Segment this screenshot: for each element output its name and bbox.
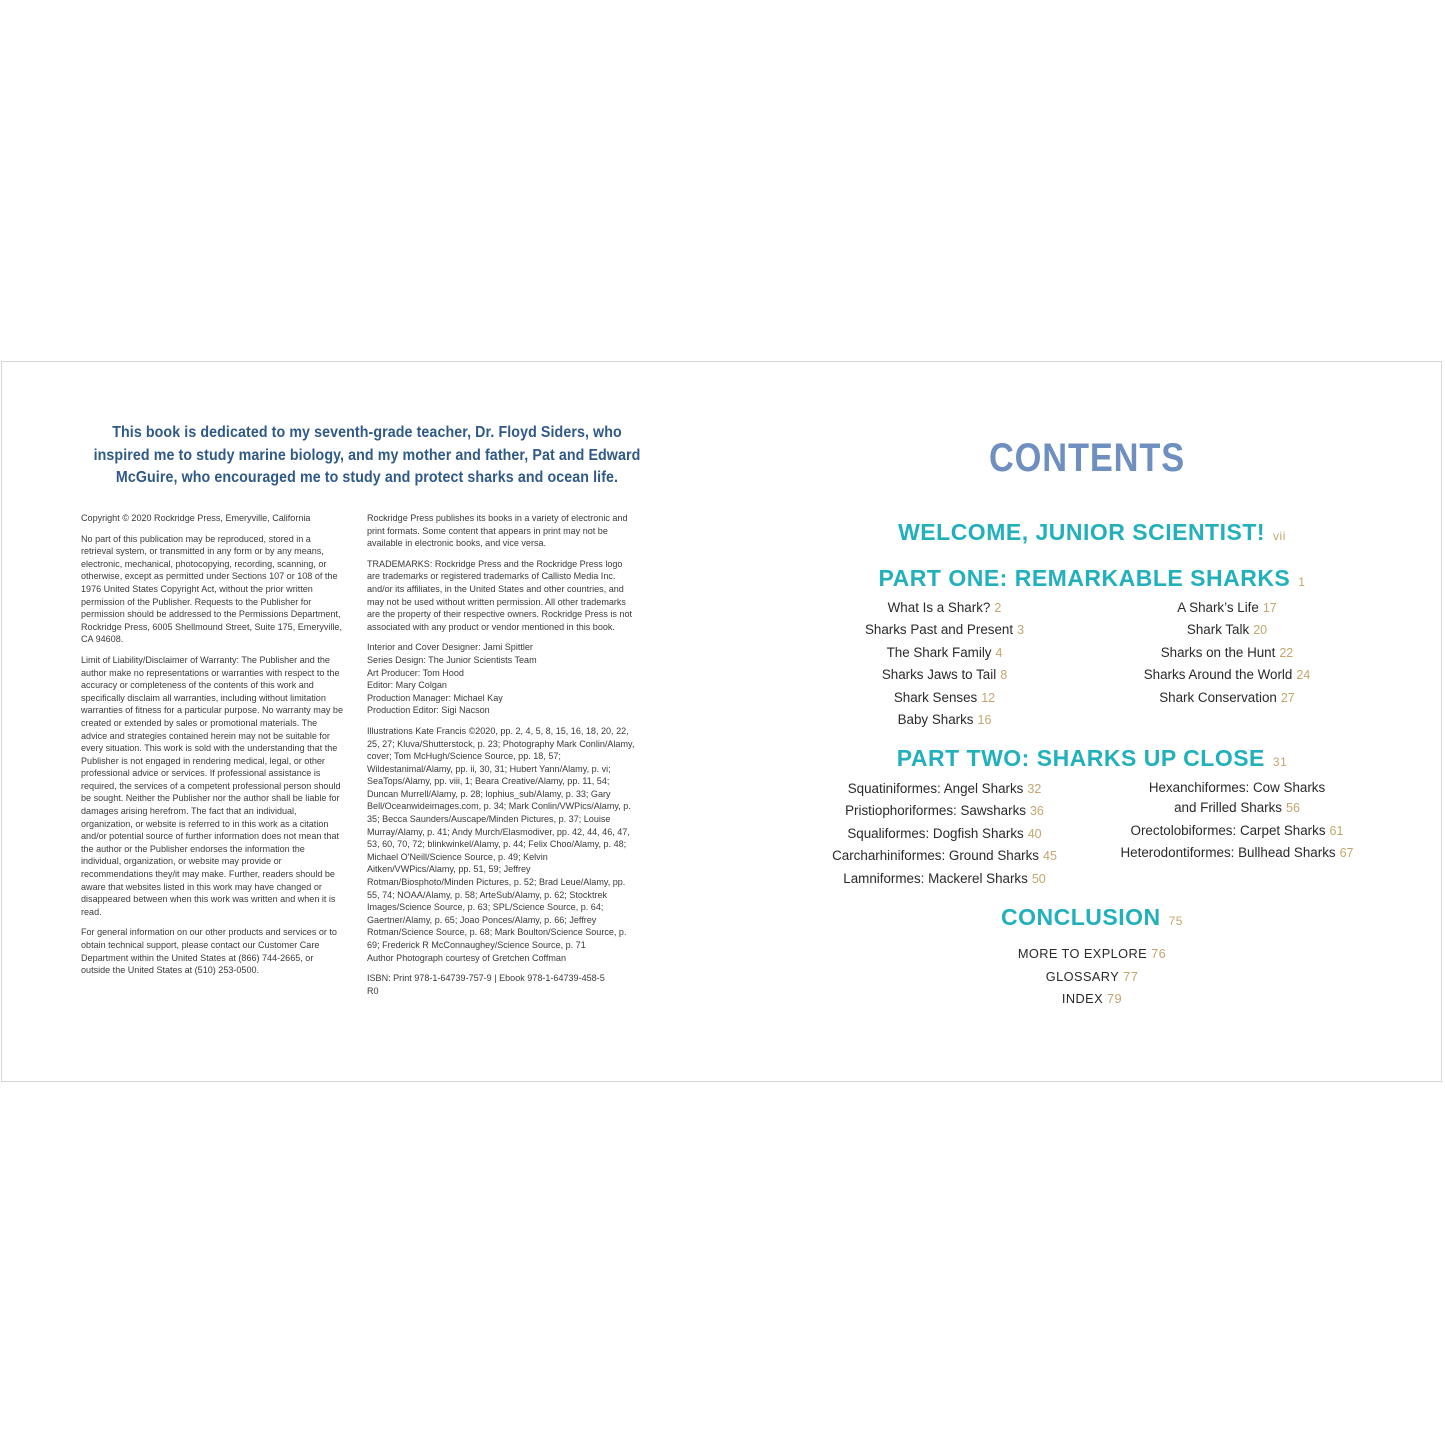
toc-page-number: 45	[1043, 849, 1057, 864]
toc-page-number: 12	[981, 690, 996, 705]
toc-page-number: 36	[1029, 804, 1044, 819]
toc-entry[interactable]	[832, 597, 1057, 619]
toc-entry-label: Squaliformes: Dogfish Sharks	[847, 825, 1024, 841]
customer-care-info: For general information on our other products and services or to obtain technical support, please contact our Customer Care Department within the United States at (866) 744-2665, or outside the United States at (510) 253-0500.	[81, 927, 337, 976]
toc-entry-label: Baby Sharks	[897, 712, 974, 728]
toc-page-number: 3	[1017, 623, 1025, 638]
toc-part-one-left-list	[832, 597, 1057, 731]
toc-page-number: 79	[1107, 991, 1123, 1007]
toc-entry[interactable]	[832, 709, 1057, 731]
toc-entry-label: Carcharhiniformes: Ground Sharks	[832, 848, 1039, 864]
isbn-line: ISBN: Print 978-1-64739-757-9 | Ebook 978-1-64739-458-5 R0	[367, 973, 605, 996]
trademarks-notice: TRADEMARKS: Rockridge Press and the Rockridge Press logo are trademarks or registered trademarks of Callisto Media Inc. and/or its affiliates, in the United States and other countries, and may not be used without written permission. All other trademarks are the property of their respective owners. Rockridge Press is not associated with any product or vendor mentioned in this book.	[367, 558, 632, 632]
toc-entry-label: Lamniformes: Mackerel Sharks	[843, 870, 1028, 886]
copyright-column-left	[81, 512, 343, 985]
toc-entry[interactable]	[1092, 820, 1382, 842]
toc-entry[interactable]	[802, 868, 1087, 890]
credits-staff: Interior and Cover Designer: Jami Spittler Series Design: The Junior Scientists Team Art Producer: Tom Hood Editor: Mary Colgan Production Manager: Michael Kay Production Editor: Sigi Nacson	[367, 642, 537, 716]
credits-illustrations: Illustrations Kate Francis ©2020, pp. 2, 4, 5, 8, 15, 16, 18, 20, 22, 25, 27; Kluva/Shutterstock, p. 23; Photography Mark Conlin/Alamy, cover; Tom McHugh/Science Source, pp. 18, 57; Wildestanimal/Alamy, pp. ii, 30, 31; Hubert Yann/Alamy, p. vi; SeaTops/Alamy, pp. viii, 1; Beara Creative/Alamy, pp. 11, 54; Duncan Murrell/Alamy, p. 28; lophius_sub/Alamy, p. 33; Gary Bell/Oceanwideimages.com, p. 34; Mark Conlin/VWPics/Alamy, p. 35; Becca Saunders/Auscape/Minden Pictures, p. 37; Louise Murray/Alamy, p. 41; Andy Murch/Elasmodiver, pp. 42, 44, 46, 47, 53, 60, 70, 72; blinkwinkel/Alamy, p. 44; Felix Choo/Alamy, p. 48; Michael O'Neill/Science Source, p. 49; Kelvin Aitken/VWPics/Alamy, pp. 51, 59; Jeffrey Rotman/Biosphoto/Minden Pictures, p. 52; Brad Leue/Alamy, pp. 55, 74; NOAA/Alamy, p. 58; ArteSub/Alamy, p. 62; Stocktrek Images/Science Source, p. 63; SPL/Science Source, p. 64; Gaertner/Alamy, p. 65; Joao Ponces/Alamy, p. 66; Jeffrey Rotman/Science Source, p. 68; Mark Boulton/Science Source, p. 69; Frederick R McConnaughey/Science Source, p. 71 Author Photograph courtesy of Gretchen Coffman	[367, 725, 635, 963]
toc-entry-label: Shark Senses	[893, 689, 978, 705]
toc-entry[interactable]	[802, 800, 1087, 822]
toc-page-number: vii	[1273, 529, 1286, 543]
toc-entry[interactable]	[832, 664, 1057, 686]
toc-page-number: 22	[1279, 645, 1294, 660]
toc-entry[interactable]	[1107, 642, 1347, 664]
toc-entry-label: Sharks Past and Present	[864, 622, 1014, 638]
toc-entry-label: Sharks Jaws to Tail	[881, 667, 997, 683]
toc-entry-label: GLOSSARY	[1045, 968, 1120, 984]
toc-entry-label: Squatiniformes: Angel Sharks	[847, 781, 1024, 796]
toc-page-number: 8	[1000, 668, 1008, 683]
toc-part-two-left-list	[802, 778, 1087, 890]
toc-page-number: 27	[1280, 690, 1295, 705]
liability-disclaimer: Limit of Liability/Disclaimer of Warranty: The Publisher and the author make no representations or warranties with respect to the accuracy or completeness of the contents of this work and specifically disclaim all warranties, including without limitation warranties of fitness for a particular purpose. No warranty may be created or extended by sales or promotional materials. The advice and strategies contained herein may not be suitable for every situation. This work is sold with the understanding that the Publisher is not engaged in rendering medical, legal, or other professional advice or services. If professional assistance is required, the services of a competent professional person should be sought. Neither the Publisher nor the author shall be liable for damages arising herefrom. The fact that an individual, organization, or website is referred to in this work as a citation and/or potential source of further information does not mean that the author or the Publisher endorses the information the individual, organization, or website may provide or recommendations they/it may make. Further, readers should be aware that websites listed in this work may have changed or disappeared between when this work was written and when it is read.	[81, 654, 343, 917]
toc-page-number: 24	[1296, 668, 1311, 683]
toc-part-two-right-list	[1092, 778, 1382, 865]
toc-back-matter-list	[982, 943, 1202, 1011]
toc-page-number: 1	[1298, 575, 1306, 589]
toc-entry[interactable]	[832, 642, 1057, 664]
toc-entry[interactable]	[802, 778, 1087, 800]
toc-page-number: 56	[1286, 801, 1300, 815]
toc-page-number: 61	[1329, 824, 1344, 838]
dedication-text: This book is dedicated to my seventh-grade teacher, Dr. Floyd Siders, who inspired me to study marine biology, and my mother and father, Pat and Edward McGuire, who encouraged me to study and protect sharks and ocean life.	[93, 424, 641, 487]
toc-entry-label: What Is a Shark?	[887, 600, 991, 615]
toc-welcome[interactable]	[822, 518, 1362, 550]
copyright-line: Copyright © 2020 Rockridge Press, Emeryville, California	[81, 513, 311, 523]
toc-entry-label: Sharks on the Hunt	[1160, 644, 1276, 660]
book-spread	[1, 361, 1442, 1082]
toc-entry-label-continued: and Frilled Sharks	[1174, 800, 1282, 815]
toc-entry-label: The Shark Family	[886, 644, 992, 660]
toc-page-number: 77	[1123, 968, 1139, 984]
toc-entry-label: Shark Conservation	[1159, 689, 1277, 705]
toc-entry[interactable]	[802, 845, 1087, 867]
toc-page-number: 67	[1339, 846, 1354, 861]
toc-page-number: 76	[1151, 946, 1167, 961]
reproduction-notice: No part of this publication may be reproduced, stored in a retrieval system, or transmitted in any form or by any means, electronic, mechanical, photocopying, recording, scanning, or otherwise, except as permitted under Sections 107 or 108 of the 1976 United States Copyright Act, without the prior written permission of the Publisher. Requests to the Publisher for permission should be addressed to the Permissions Department, Rockridge Press, 6005 Shellmound Street, Suite 175, Emeryville, CA 94608.	[81, 533, 342, 645]
toc-welcome-label: WELCOME, JUNIOR SCIENTIST!	[898, 519, 1266, 545]
toc-page-number: 17	[1262, 601, 1277, 615]
toc-part-two-label: PART TWO: SHARKS UP CLOSE	[896, 745, 1265, 771]
toc-entry[interactable]	[1107, 687, 1347, 709]
toc-part-one[interactable]	[822, 564, 1362, 596]
toc-page-number: 20	[1253, 623, 1268, 638]
toc-page-number: 50	[1031, 871, 1046, 886]
toc-entry-label: Sharks Around the World	[1143, 667, 1293, 683]
toc-entry[interactable]	[1107, 664, 1347, 686]
toc-entry-label: Hexanchiformes: Cow Sharks	[1148, 780, 1326, 795]
toc-entry[interactable]	[1092, 778, 1382, 818]
toc-back-entry[interactable]	[982, 966, 1202, 989]
toc-part-one-label: PART ONE: REMARKABLE SHARKS	[878, 565, 1291, 591]
toc-entry-label: INDEX	[1061, 991, 1104, 1007]
toc-entry-label: Orectolobiformes: Carpet Sharks	[1130, 823, 1326, 838]
toc-page-number: 16	[977, 713, 992, 728]
toc-page-number: 2	[994, 601, 1002, 615]
toc-part-two[interactable]	[822, 744, 1362, 776]
toc-entry-label: MORE TO EXPLORE	[1017, 946, 1148, 961]
toc-entry[interactable]	[1092, 842, 1382, 864]
toc-page-number: 32	[1027, 782, 1042, 796]
toc-entry-label: Heterodontiformes: Bullhead Sharks	[1120, 845, 1336, 861]
formats-notice: Rockridge Press publishes its books in a variety of electronic and print formats. Some content that appears in print may not be available in electronic books, and vice versa.	[367, 513, 628, 549]
toc-back-entry[interactable]	[982, 988, 1202, 1011]
toc-page-number: 40	[1027, 826, 1042, 841]
copyright-column-right	[367, 512, 637, 1005]
toc-entry[interactable]	[802, 823, 1087, 845]
toc-entry-label: Shark Talk	[1186, 622, 1250, 638]
toc-page-number: 31	[1272, 755, 1288, 769]
toc-entry[interactable]	[1107, 597, 1347, 619]
toc-entry[interactable]	[832, 687, 1057, 709]
toc-part-one-right-list	[1107, 597, 1347, 709]
toc-entry[interactable]	[832, 619, 1057, 641]
toc-conclusion-label: CONCLUSION	[1001, 904, 1161, 930]
toc-back-entry[interactable]	[982, 943, 1202, 966]
toc-entry[interactable]	[1107, 619, 1347, 641]
toc-page-number: 75	[1168, 914, 1183, 928]
toc-conclusion[interactable]	[922, 903, 1262, 935]
toc-page-number: 4	[995, 645, 1003, 660]
contents-title: CONTENTS	[988, 436, 1186, 480]
toc-entry-label: Pristiophoriformes: Sawsharks	[845, 803, 1026, 819]
toc-entry-label: A Shark’s Life	[1177, 600, 1259, 615]
